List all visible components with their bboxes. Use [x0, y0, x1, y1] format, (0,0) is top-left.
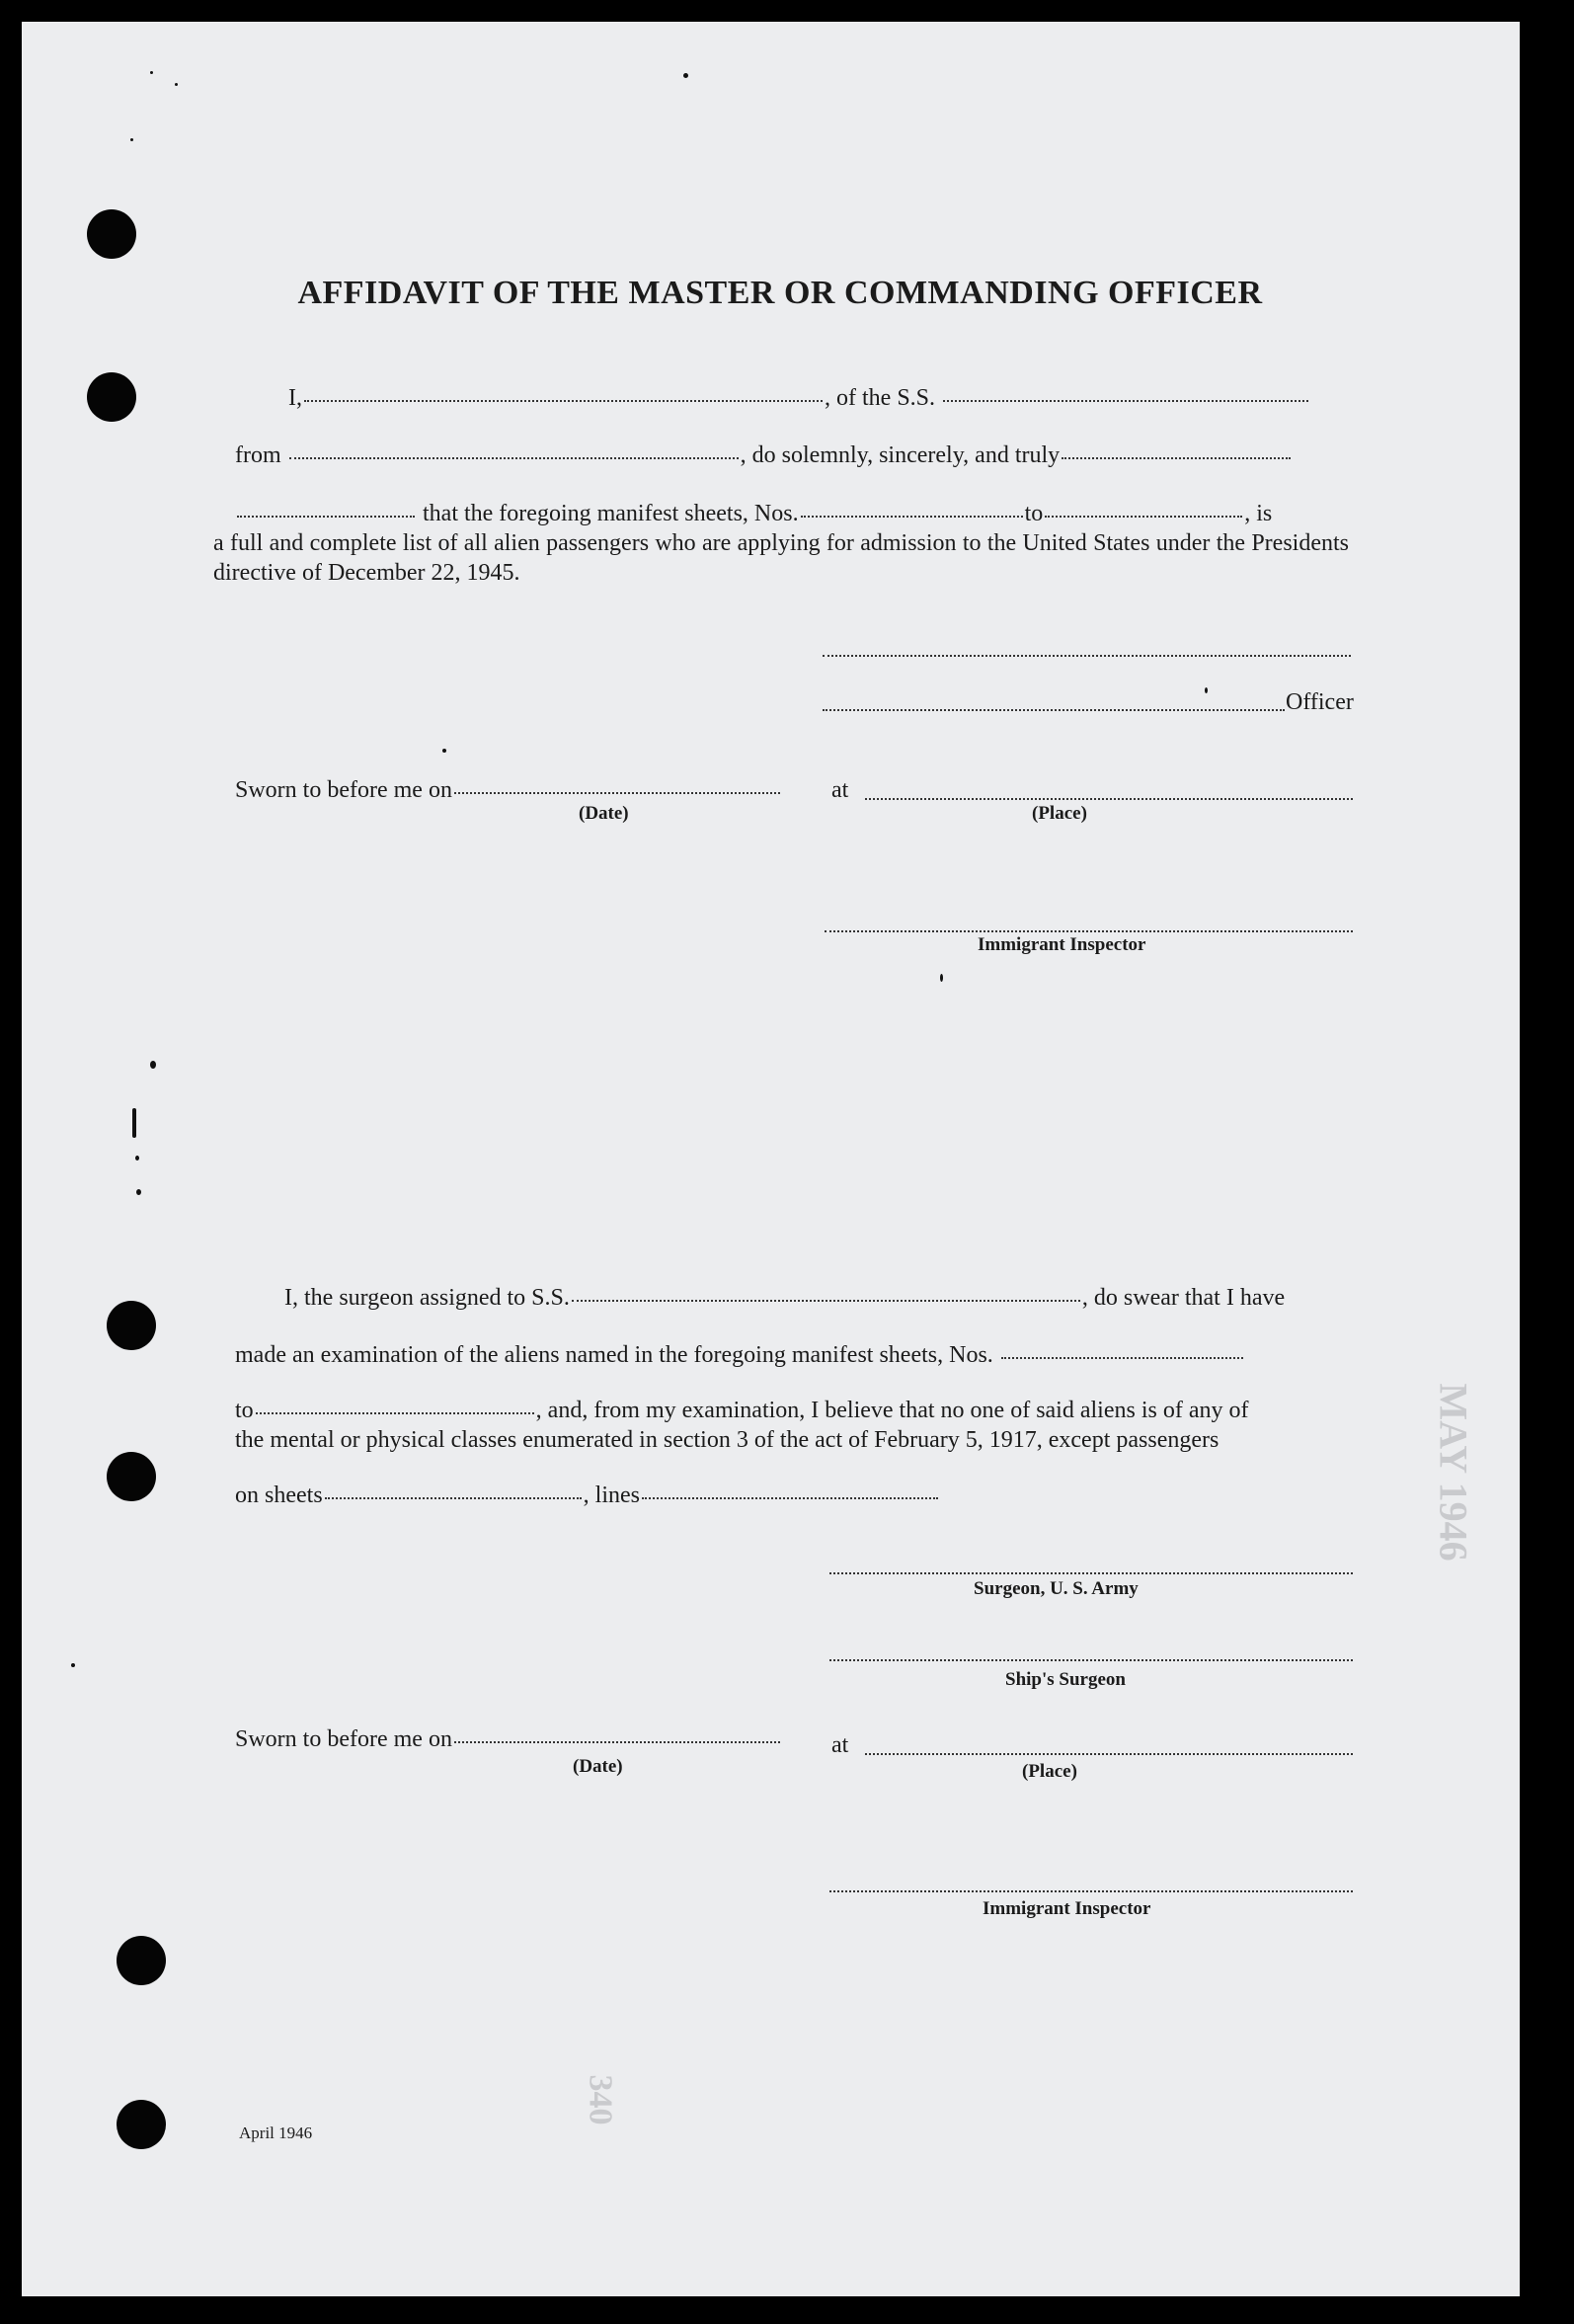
master-line-3	[235, 499, 1272, 528]
surgeon-lines-label: , lines	[583, 1483, 640, 1508]
punch-hole	[107, 1301, 156, 1350]
ship-surgeon-caption: Ship's Surgeon	[1005, 1669, 1126, 1690]
master-line-1	[288, 383, 1310, 413]
master-is-label: , is	[1244, 501, 1273, 526]
officer-label: Officer	[1286, 689, 1354, 715]
surgeon-exam-label: made an examination of the aliens named in the foregoing manifest sheets, Nos.	[235, 1342, 993, 1368]
master-inspector-caption: Immigrant Inspector	[978, 934, 1146, 955]
form-page	[22, 22, 1520, 2296]
master-inspector-line[interactable]	[825, 930, 1353, 932]
form-edition-date: April 1946	[239, 2124, 313, 2142]
scan-speck	[130, 138, 133, 141]
surgeon-sworn-date-field[interactable]	[454, 1741, 780, 1743]
master-sworn-line	[235, 775, 782, 805]
scan-speck	[150, 1061, 156, 1069]
scan-speck	[940, 974, 943, 982]
master-ss-label: , of the S.S.	[825, 385, 936, 411]
punch-hole	[117, 2100, 166, 2149]
master-place-caption: (Place)	[1032, 803, 1087, 824]
surgeon-belief-label: , and, from my examination, I believe that no one of said aliens is of any of	[535, 1398, 1249, 1423]
punch-hole	[117, 1936, 166, 1985]
surgeon-inspector-line[interactable]	[829, 1890, 1353, 1892]
surgeon-sheets-field[interactable]	[325, 1497, 582, 1499]
scan-speck	[135, 1156, 139, 1161]
master-manifest-label: that the foregoing manifest sheets, Nos.	[423, 501, 799, 526]
scan-speck	[71, 1663, 75, 1667]
master-nos-from-field[interactable]	[801, 516, 1023, 518]
scan-speck	[442, 749, 446, 753]
master-sworn-label: Sworn to before me on	[235, 777, 452, 803]
surgeon-nos-from-field[interactable]	[1001, 1357, 1243, 1359]
bleed-through-stamp: MAY 1946	[1431, 1383, 1476, 1562]
master-paragraph: a full and complete list of all alien passengers who are applying for admission to the United States under the Presidents directive of December 22, 1945.	[213, 530, 1349, 586]
surgeon-line-3	[235, 1396, 1248, 1425]
surgeon-inspector-caption: Immigrant Inspector	[983, 1898, 1151, 1919]
master-i-label: I,	[288, 385, 302, 411]
surgeon-sworn-place-field[interactable]	[865, 1753, 1353, 1755]
scan-speck	[132, 1108, 136, 1138]
scan-speck	[136, 1189, 141, 1195]
surgeon-swear-label: , do swear that I have	[1081, 1285, 1286, 1311]
surgeon-assigned-label: I, the surgeon assigned to S.S.	[284, 1285, 570, 1311]
scan-speck	[1205, 687, 1208, 693]
master-affirm-field[interactable]	[237, 516, 415, 518]
surgeon-place-caption: (Place)	[1022, 1761, 1077, 1782]
master-nos-to-field[interactable]	[1045, 516, 1242, 518]
scan-speck	[150, 71, 153, 74]
master-swear-field[interactable]	[1062, 457, 1291, 459]
master-sworn-place-field[interactable]	[865, 798, 1353, 800]
surgeon-line-2	[235, 1340, 1245, 1370]
surgeon-sworn-line	[235, 1724, 782, 1754]
master-name-field[interactable]	[304, 400, 823, 402]
master-to-label: to	[1024, 501, 1044, 526]
master-from-label: from	[235, 442, 281, 468]
master-at-label: at	[831, 777, 849, 803]
master-from-field[interactable]	[289, 457, 739, 459]
master-line-2	[235, 441, 1293, 470]
surgeon-nos-to-field[interactable]	[256, 1412, 534, 1414]
scan-speck	[175, 83, 178, 86]
surgeon-line-5	[235, 1481, 940, 1510]
master-sworn-date-field[interactable]	[454, 792, 780, 794]
surgeon-ship-field[interactable]	[572, 1300, 1080, 1302]
surgeon-at-label: at	[831, 1732, 849, 1758]
surgeon-sworn-label: Sworn to before me on	[235, 1726, 452, 1752]
surgeon-sheets-label: on sheets	[235, 1483, 323, 1508]
surgeon-lines-field[interactable]	[642, 1497, 938, 1499]
punch-hole	[87, 209, 136, 259]
form-title: AFFIDAVIT OF THE MASTER OR COMMANDING OFFICER	[297, 275, 1263, 311]
officer-title-line[interactable]	[823, 709, 1285, 711]
punch-hole	[107, 1452, 156, 1501]
army-surgeon-caption: Surgeon, U. S. Army	[974, 1578, 1139, 1599]
punch-hole	[87, 372, 136, 422]
surgeon-line-1	[284, 1283, 1285, 1313]
surgeon-date-caption: (Date)	[573, 1756, 623, 1777]
master-ship-field[interactable]	[943, 400, 1308, 402]
surgeon-to-label: to	[235, 1398, 254, 1423]
army-surgeon-line[interactable]	[829, 1572, 1353, 1574]
scan-speck	[683, 73, 688, 78]
surgeon-line-4: the mental or physical classes enumerated in section 3 of the act of February 5, 1917, except passengers	[235, 1427, 1220, 1453]
master-signature-line[interactable]	[823, 655, 1351, 657]
bleed-through-stamp: 340	[582, 2074, 619, 2125]
master-date-caption: (Date)	[579, 803, 629, 824]
master-solemnly-label: , do solemnly, sincerely, and truly	[740, 442, 1061, 468]
ship-surgeon-line[interactable]	[829, 1659, 1353, 1661]
